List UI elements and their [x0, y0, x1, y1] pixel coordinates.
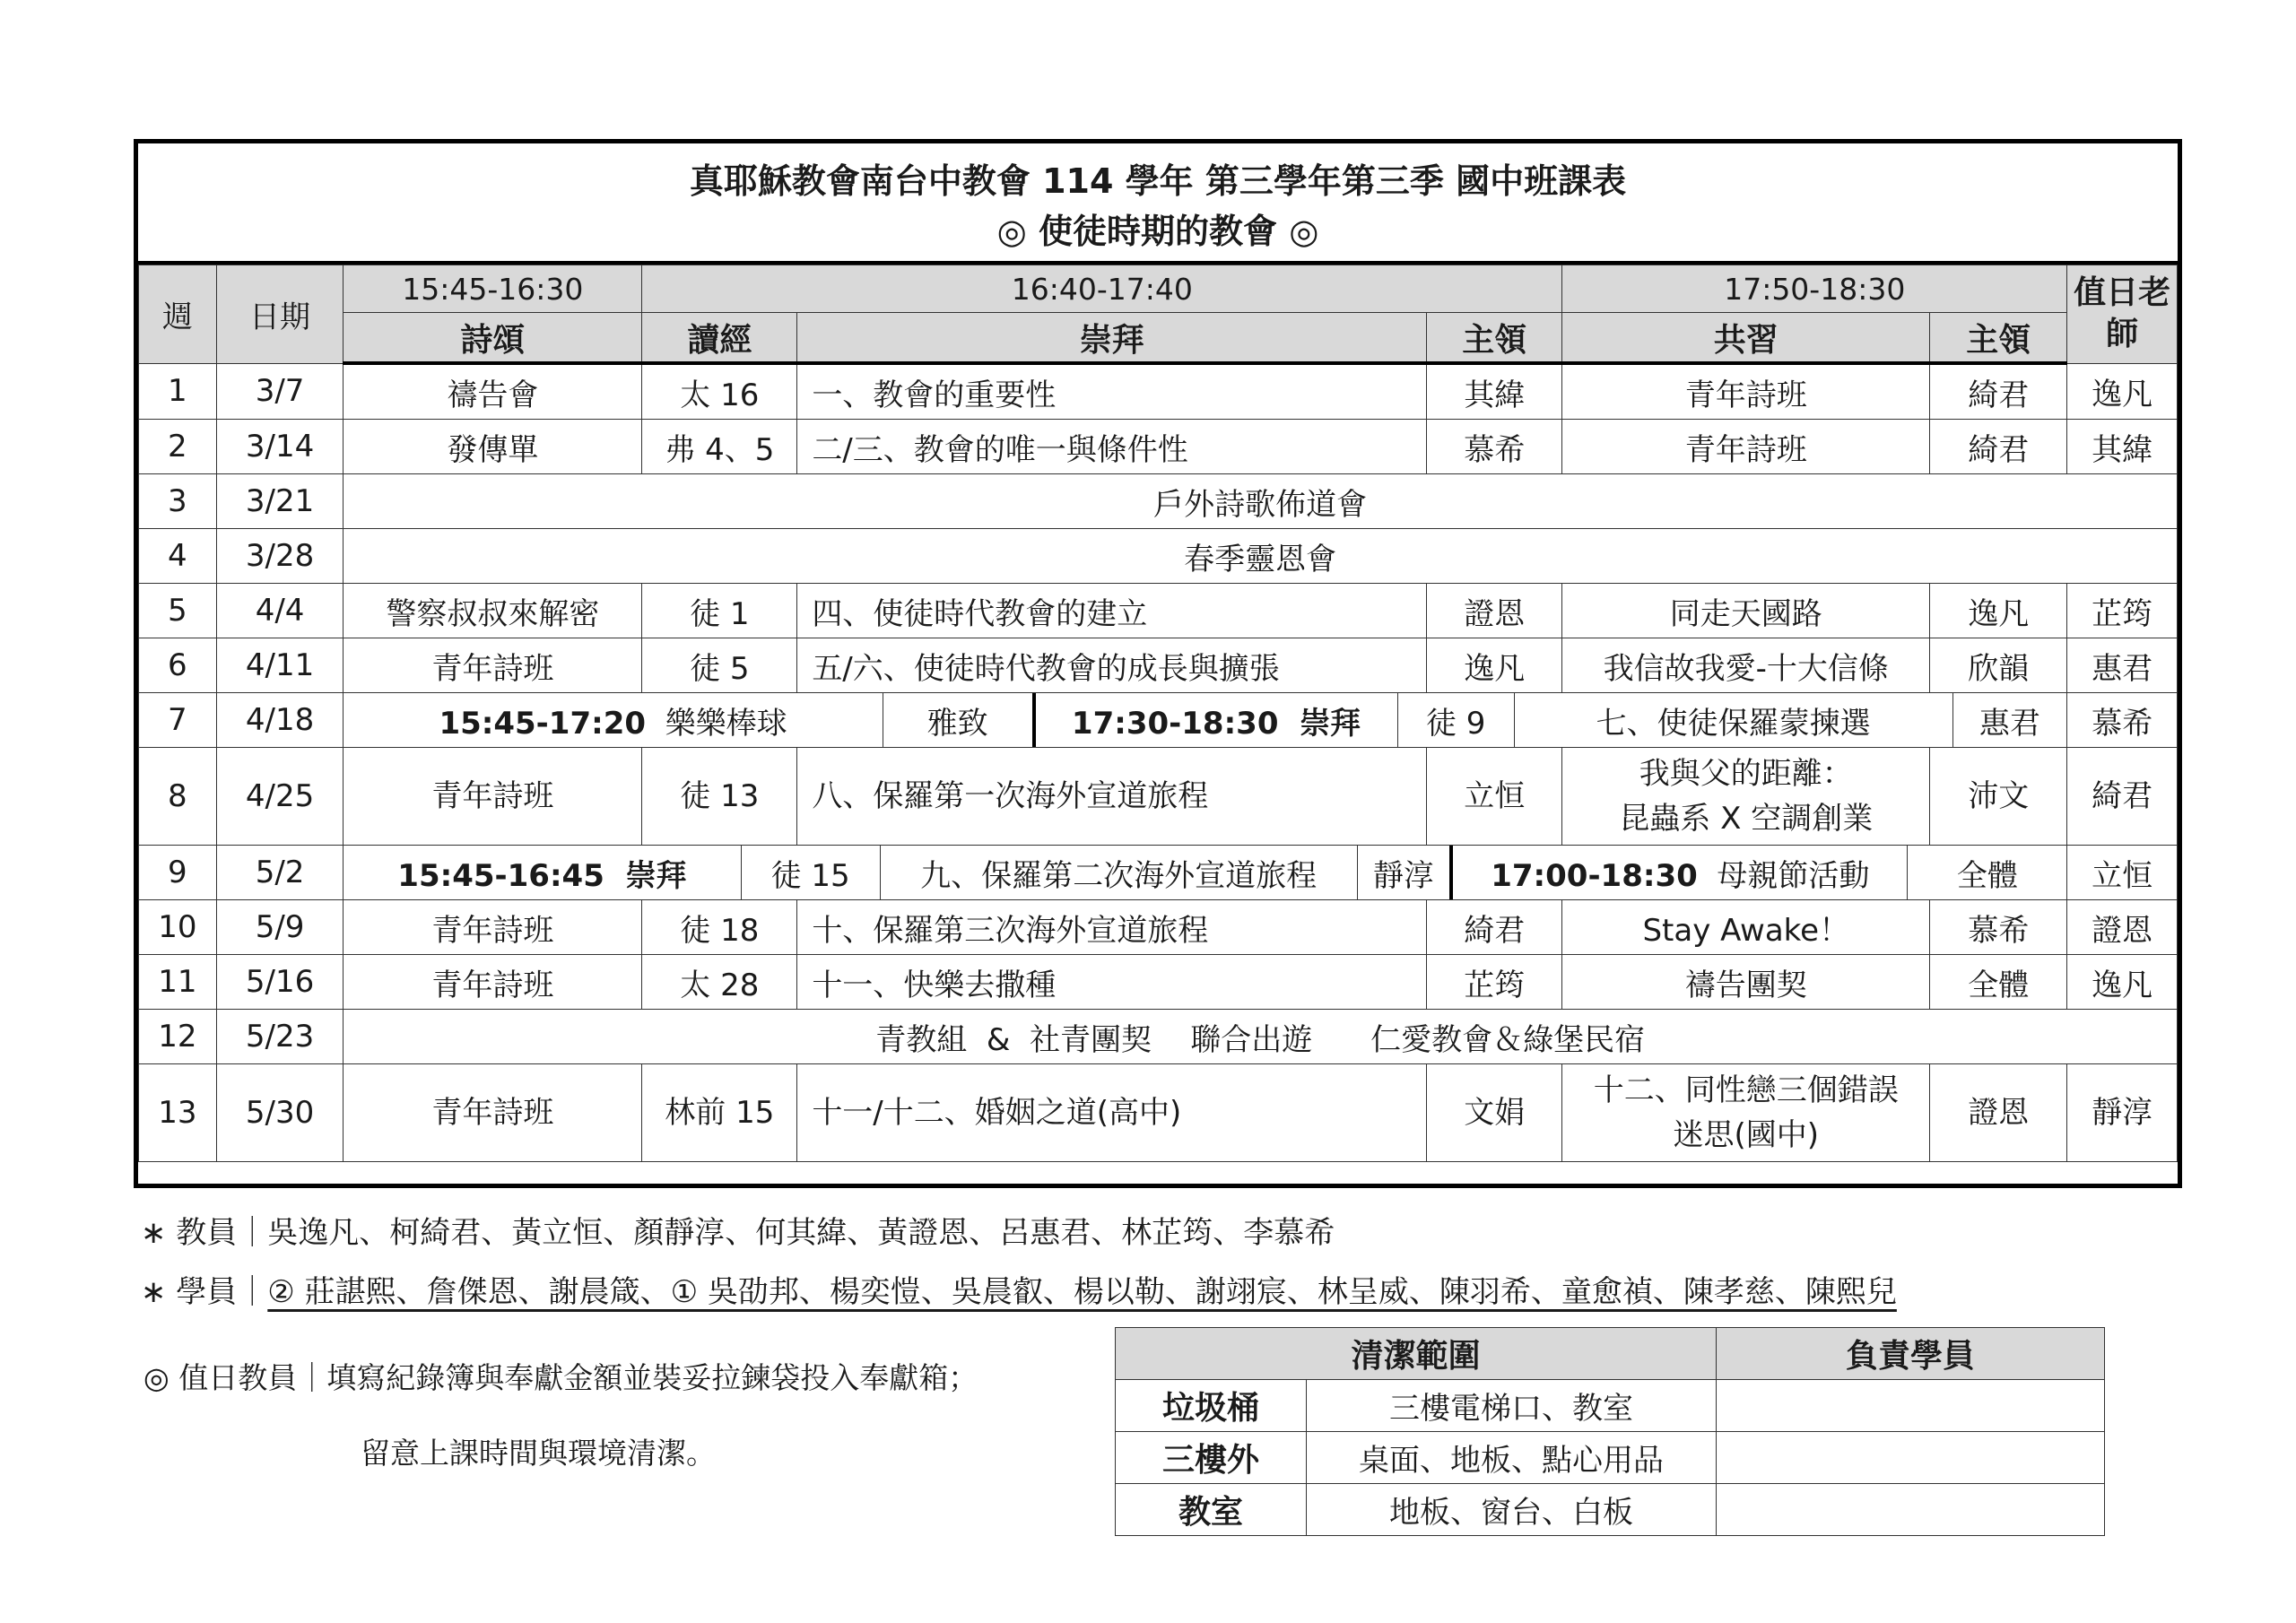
- special-time-2: 17:30-18:30: [1071, 705, 1279, 742]
- duty-note-line-1: ◎ 值日教員｜填寫紀錄簿與奉獻金額並裝妥拉鍊袋投入奉獻箱；: [144, 1360, 978, 1395]
- special-time-1: 15:45-17:20: [439, 705, 647, 742]
- header-lead-1: 主領: [1427, 313, 1562, 364]
- special-activity-2: 崇拜: [1300, 705, 1361, 742]
- reading-cell: 太 28: [642, 955, 797, 1010]
- lead1-cell: 其緯: [1427, 363, 1562, 420]
- study-cell: Stay Awake！: [1562, 900, 1930, 955]
- reading-cell: 徒 9: [1397, 693, 1514, 747]
- duty-cell: 靜淳: [2067, 1064, 2178, 1162]
- header-time-2: 16:40-17:40: [642, 265, 1562, 313]
- schedule-grid: [138, 265, 2178, 1162]
- header-week: 週: [139, 265, 217, 364]
- special-activity-1: 樂樂棒球: [665, 705, 787, 742]
- students-note: [141, 1267, 1897, 1311]
- reading-cell: 徒 5: [642, 638, 797, 693]
- study-line-2: 迷思(國中): [1673, 1117, 1820, 1153]
- date-cell: 5/23: [216, 1010, 344, 1064]
- lead2-cell: 全體: [1930, 955, 2067, 1010]
- cleaning-table: [1115, 1327, 2105, 1536]
- duty-cell: 綺君: [2067, 748, 2178, 846]
- header-time-1: 15:45-16:30: [344, 265, 642, 313]
- worship-cell: 七、使徒保羅蒙揀選: [1514, 693, 1952, 747]
- table-row: [139, 846, 2178, 900]
- lead2-cell: 全體: [1908, 846, 2066, 899]
- duty-cell: 慕希: [2067, 693, 2178, 748]
- table-row: [139, 955, 2178, 1010]
- table-row: [139, 748, 2178, 846]
- worship-cell: 十、保羅第三次海外宣道旅程: [797, 900, 1427, 955]
- week-cell: 6: [139, 638, 217, 693]
- header-date: 日期: [216, 265, 344, 364]
- worship-cell: 十一/十二、婚姻之道(高中): [797, 1064, 1427, 1162]
- date-cell: 3/7: [216, 363, 344, 420]
- week-cell: 3: [139, 474, 217, 529]
- duty-cell: 芷筠: [2067, 584, 2178, 638]
- reading-cell: 徒 1: [642, 584, 797, 638]
- duty-cell: 逸凡: [2067, 363, 2178, 420]
- week-cell: 12: [139, 1010, 217, 1064]
- lead1-cell: 立恒: [1427, 748, 1562, 846]
- worship-cell: 五/六、使徒時代教會的成長與擴張: [797, 638, 1427, 693]
- lead1-cell: 靜淳: [1357, 846, 1451, 899]
- event-cell: 春季靈恩會: [344, 529, 2178, 584]
- worship-cell: 一、教會的重要性: [797, 363, 1427, 420]
- reading-cell: 徒 18: [642, 900, 797, 955]
- week-cell: 9: [139, 846, 217, 900]
- lead1-cell: 證恩: [1427, 584, 1562, 638]
- cleaning-student: [1717, 1432, 2105, 1484]
- lead2-cell: 證恩: [1930, 1064, 2067, 1162]
- header-lead-2: 主領: [1930, 313, 2067, 364]
- worship-cell: 四、使徒時代教會的建立: [797, 584, 1427, 638]
- study-cell: 青年詩班: [1562, 420, 1930, 474]
- week-cell: 5: [139, 584, 217, 638]
- title-line-2: ◎ 使徒時期的教會 ◎: [996, 212, 1319, 251]
- worship-cell: 八、保羅第一次海外宣道旅程: [797, 748, 1427, 846]
- study-line-1: 十二、同性戀三個錯誤: [1593, 1072, 1899, 1108]
- worship-cell: 十一、快樂去撒種: [797, 955, 1427, 1010]
- header-duty-teacher: 值日老師: [2067, 265, 2178, 364]
- study-line-2: 昆蟲系 X 空調創業: [1619, 801, 1874, 837]
- table-row: [139, 1064, 2178, 1162]
- special-activity-2: 母親節活動: [1717, 857, 1870, 894]
- cleaning-header-scope: 清潔範圍: [1116, 1328, 1717, 1380]
- lead1-cell: 芷筠: [1427, 955, 1562, 1010]
- reading-cell: 太 16: [642, 363, 797, 420]
- cleaning-student: [1717, 1484, 2105, 1536]
- study-cell: 禱告團契: [1562, 955, 1930, 1010]
- schedule-title: [138, 143, 2178, 265]
- date-cell: 4/4: [216, 584, 344, 638]
- date-cell: 3/14: [216, 420, 344, 474]
- lead1-cell: 慕希: [1427, 420, 1562, 474]
- worship-cell: 九、保羅第二次海外宣道旅程: [880, 846, 1357, 899]
- event-cell: 青教組 & 社青團契 聯合出遊 仁愛教會＆綠堡民宿: [344, 1010, 2178, 1064]
- table-row: [139, 420, 2178, 474]
- week-cell: 8: [139, 748, 217, 846]
- week-cell: 13: [139, 1064, 217, 1162]
- date-cell: 5/9: [216, 900, 344, 955]
- lead2-cell: 欣韻: [1930, 638, 2067, 693]
- special-row-7: [344, 693, 2066, 747]
- date-cell: 5/30: [216, 1064, 344, 1162]
- date-cell: 4/18: [216, 693, 344, 748]
- lead2-cell: 綺君: [1930, 363, 2067, 420]
- duty-cell: 立恒: [2067, 846, 2178, 900]
- hymn-cell: 發傳單: [344, 420, 642, 474]
- cleaning-row: [1116, 1432, 2105, 1484]
- date-cell: 4/25: [216, 748, 344, 846]
- study-cell: [1562, 748, 1930, 846]
- reading-cell: 弗 4、5: [642, 420, 797, 474]
- study-cell: [1562, 1064, 1930, 1162]
- reading-cell: 徒 15: [741, 846, 880, 899]
- week-cell: 1: [139, 363, 217, 420]
- special-lead-1: 雅致: [883, 693, 1033, 747]
- header-hymn: 詩頌: [344, 313, 642, 364]
- date-cell: 5/2: [216, 846, 344, 900]
- special-time-1: 15:45-16:45: [397, 857, 604, 894]
- duty-cell: 逸凡: [2067, 955, 2178, 1010]
- header-study: 共習: [1562, 313, 1930, 364]
- cleaning-area: 垃圾桶: [1116, 1380, 1307, 1432]
- study-cell: 同走天國路: [1562, 584, 1930, 638]
- table-row: [139, 693, 2178, 748]
- study-cell: 我信故我愛-十大信條: [1562, 638, 1930, 693]
- cleaning-area: 教室: [1116, 1484, 1307, 1536]
- cleaning-area: 三樓外: [1116, 1432, 1307, 1484]
- table-row: [139, 363, 2178, 420]
- schedule-table: [134, 139, 2182, 1188]
- students-list: ② 莊諶熙、詹傑恩、謝晨箴、① 吳劭邦、楊奕愷、吳晨叡、楊以勒、謝翊宸、林呈威、陳羽希、童愈禎、陳孝慈、陳熙兒: [267, 1274, 1897, 1310]
- lead2-cell: 逸凡: [1930, 584, 2067, 638]
- lead1-cell: 文娟: [1427, 1064, 1562, 1162]
- hymn-cell: 警察叔叔來解密: [344, 584, 642, 638]
- table-row: [139, 900, 2178, 955]
- hymn-cell: 禱告會: [344, 363, 642, 420]
- cleaning-row: [1116, 1484, 2105, 1536]
- duty-cell: 證恩: [2067, 900, 2178, 955]
- teachers-note: ∗ 教員｜吳逸凡、柯綺君、黃立恒、顏靜淳、何其緯、黃證恩、呂惠君、林芷筠、李慕希: [141, 1215, 1335, 1251]
- study-line-1: 我與父的距離：: [1639, 756, 1853, 792]
- lead2-cell: 沛文: [1930, 748, 2067, 846]
- header-reading: 讀經: [642, 313, 797, 364]
- cleaning-row: [1116, 1380, 2105, 1432]
- cleaning-student: [1717, 1380, 2105, 1432]
- table-row: [139, 474, 2178, 529]
- duty-cell: 惠君: [2067, 638, 2178, 693]
- cleaning-scope: 桌面、地板、點心用品: [1307, 1432, 1717, 1484]
- date-cell: 3/21: [216, 474, 344, 529]
- date-cell: 5/16: [216, 955, 344, 1010]
- date-cell: 3/28: [216, 529, 344, 584]
- lead2-cell: 綺君: [1930, 420, 2067, 474]
- reading-cell: 林前 15: [642, 1064, 797, 1162]
- week-cell: 4: [139, 529, 217, 584]
- lead2-cell: 惠君: [1952, 693, 2066, 747]
- duty-cell: 其緯: [2067, 420, 2178, 474]
- hymn-cell: 青年詩班: [344, 638, 642, 693]
- week-cell: 7: [139, 693, 217, 748]
- date-cell: 4/11: [216, 638, 344, 693]
- worship-cell: 二/三、教會的唯一與條件性: [797, 420, 1427, 474]
- hymn-cell: 青年詩班: [344, 955, 642, 1010]
- table-row: [139, 1010, 2178, 1064]
- reading-cell: 徒 13: [642, 748, 797, 846]
- hymn-cell: 青年詩班: [344, 748, 642, 846]
- students-prefix: ∗ 學員｜: [141, 1274, 268, 1310]
- cleaning-scope: 地板、窗台、白板: [1307, 1484, 1717, 1536]
- special-time-2: 17:00-18:30: [1491, 857, 1698, 894]
- hymn-cell: 青年詩班: [344, 1064, 642, 1162]
- week-cell: 10: [139, 900, 217, 955]
- hymn-cell: 青年詩班: [344, 900, 642, 955]
- week-cell: 2: [139, 420, 217, 474]
- lead1-cell: 逸凡: [1427, 638, 1562, 693]
- event-cell: 戶外詩歌佈道會: [344, 474, 2178, 529]
- special-activity-1: 崇拜: [625, 857, 687, 894]
- table-row: [139, 638, 2178, 693]
- cleaning-scope: 三樓電梯口、教室: [1307, 1380, 1717, 1432]
- table-row: [139, 584, 2178, 638]
- lead2-cell: 慕希: [1930, 900, 2067, 955]
- title-line-1: 真耶穌教會南台中教會 114 學年 第三學年第三季 國中班課表: [689, 161, 1627, 201]
- special-row-9: [344, 846, 2066, 899]
- duty-note-line-2: 留意上課時間與環境清潔。: [361, 1436, 716, 1471]
- header-worship: 崇拜: [797, 313, 1427, 364]
- table-row: [139, 529, 2178, 584]
- study-cell: 青年詩班: [1562, 363, 1930, 420]
- cleaning-header-student: 負責學員: [1717, 1328, 2105, 1380]
- header-time-3: 17:50-18:30: [1562, 265, 2067, 313]
- lead1-cell: 綺君: [1427, 900, 1562, 955]
- week-cell: 11: [139, 955, 217, 1010]
